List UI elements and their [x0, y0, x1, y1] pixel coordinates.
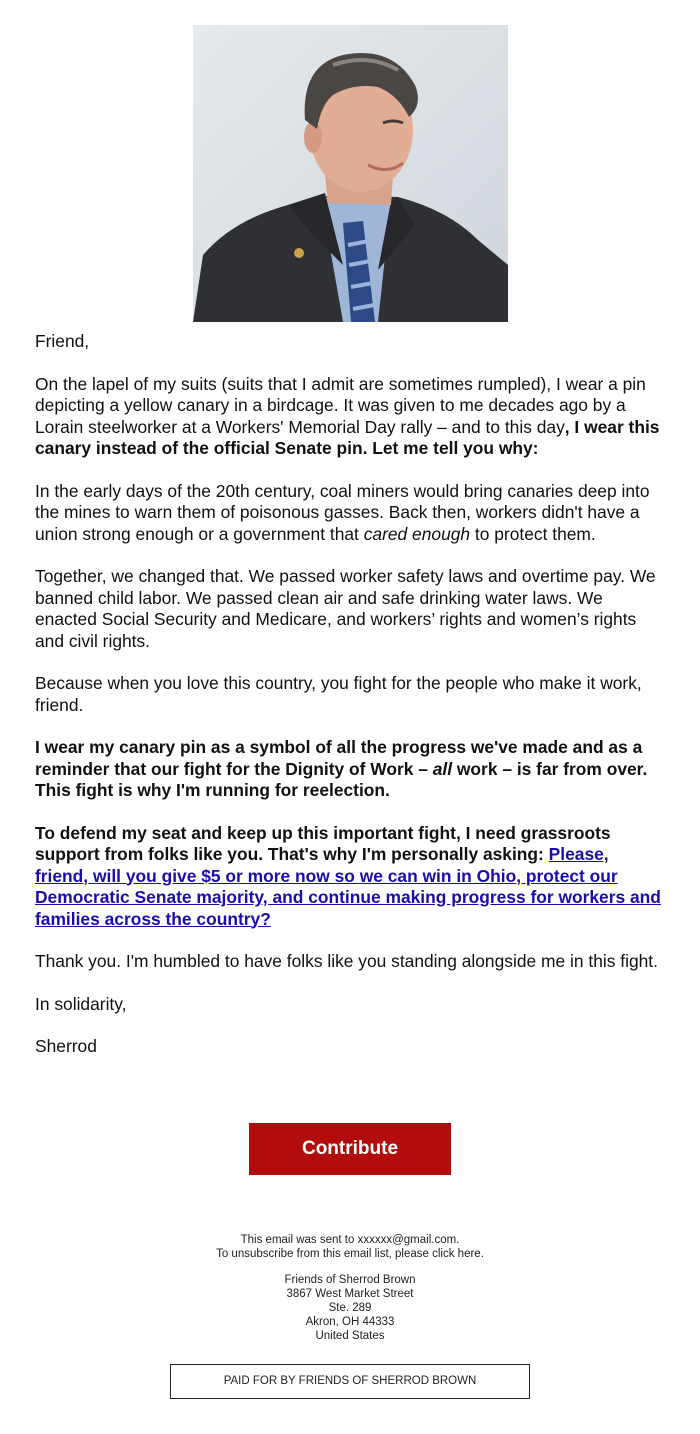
recipient-email-link[interactable]: xxxxxx@gmail.com: [357, 1234, 457, 1246]
paragraph-thanks: Thank you. I'm humbled to have folks like you standing alongside me in this fight.: [35, 951, 658, 971]
paragraph-love-country: Because when you love this country, you fight for the people who make it work, friend.: [35, 673, 642, 715]
paragraph-canary-pin: On the lapel of my suits (suits that I admit are sometimes rumpled), I wear a pin depicting a yellow canary in a birdcage. It was given to me decades ago by a Lorain steelworker at a Workers' Memorial Day rally – and to this day, I wear this canary instead of the official Senate pin. Let me tell you why:: [35, 373, 660, 458]
address-line: United States: [315, 1330, 385, 1342]
letter-text: [35, 331, 665, 1058]
address-line: Akron, OH 44333: [305, 1316, 395, 1328]
email-footer: [0, 1233, 700, 1343]
donate-link[interactable]: Please, friend, will you give $5 or more now so we can win in Ohio, protect our Democratic Senate majority, and continue making progress for workers and families across the country?: [35, 844, 661, 929]
greeting: Friend,: [35, 331, 90, 351]
cta-row: [0, 1123, 700, 1175]
paid-for-disclaimer: PAID FOR BY FRIENDS OF SHERROD BROWN: [170, 1364, 530, 1399]
signoff: In solidarity,: [35, 993, 127, 1014]
paragraph-dignity-of-work: I wear my canary pin as a symbol of all the progress we've made and as a reminder that our fight for the Dignity of Work – all work – is far from over. This fight is why I'm running for reelection.: [35, 737, 648, 800]
paragraph-coal-miners: In the early days of the 20th century, coal miners would bring canaries deep into the mines to warn them of poisonous gasses. Back then, workers didn't have a union strong enough or a government that cared enough to protect them.: [35, 480, 650, 544]
portrait-icon: [193, 25, 508, 322]
contribute-button[interactable]: Contribute: [249, 1123, 451, 1175]
paragraph-ask: To defend my seat and keep up this important fight, I need grassroots support from folks like you. That's why I'm personally asking: Please, friend, will you give $5 or more now so we can win in Ohio, protect our Democratic Senate majority, and continue making progress for workers and families across the country?: [35, 822, 661, 929]
signature: Sherrod: [35, 1036, 97, 1056]
address-line: 3867 West Market Street: [286, 1288, 414, 1300]
sent-to-line: This email was sent to xxxxxx@gmail.com.: [240, 1234, 460, 1246]
portrait-photo: [193, 25, 508, 322]
address-line: Ste. 289: [328, 1302, 372, 1314]
address-line: Friends of Sherrod Brown: [284, 1274, 416, 1286]
email-body: [35, 25, 665, 1079]
unsubscribe-line: To unsubscribe from this email list, please click here.: [216, 1248, 484, 1260]
unsubscribe-link[interactable]: click here: [432, 1248, 481, 1260]
paragraph-progress: Together, we changed that. We passed worker safety laws and overtime pay. We banned child labor. We passed clean air and safe drinking water laws. We enacted Social Security and Medicare, and workers’ rights and women’s rights and civil rights.: [35, 566, 656, 651]
